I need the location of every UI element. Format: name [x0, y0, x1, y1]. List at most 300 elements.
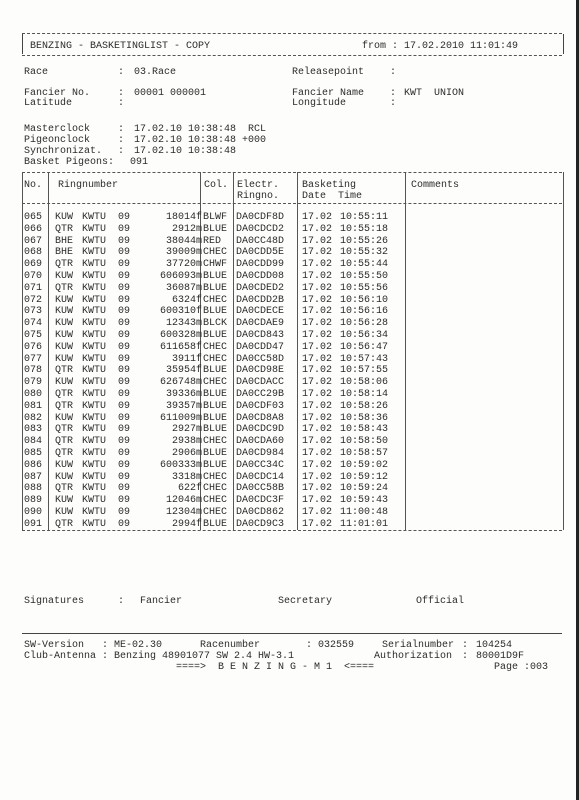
cell-date: 17.02	[302, 459, 333, 471]
header-no: No.	[24, 180, 43, 191]
cell-org: QTR	[55, 424, 74, 436]
table-row	[24, 271, 560, 283]
cell-ring: 626748m	[159, 377, 202, 389]
synchronizat-label: Synchronizat.	[24, 146, 103, 157]
cell-date: 17.02	[302, 318, 333, 330]
cell-time: 10:59:24	[340, 483, 389, 495]
cell-time: 10:58:36	[340, 412, 389, 424]
cell-time: 10:55:44	[340, 259, 389, 271]
cell-time: 10:55:56	[340, 282, 389, 294]
cell-club: KWTU	[82, 353, 107, 365]
table-bottom-rule	[22, 530, 562, 531]
cell-yr: 09	[118, 330, 131, 341]
header-ringnumber: Ringnumber	[58, 180, 119, 191]
cell-chip: DA0CDF03	[236, 400, 285, 412]
cell-ring: 611009m	[159, 412, 202, 424]
cell-ring: 3318m	[171, 471, 202, 483]
table-row	[24, 401, 560, 413]
cell-time: 10:59:02	[340, 459, 389, 471]
page-value: 003	[530, 662, 549, 673]
cell-yr: 09	[118, 389, 131, 400]
table-row	[24, 283, 560, 295]
cell-date: 17.02	[302, 212, 333, 223]
printed-from	[362, 41, 518, 52]
table-row	[24, 448, 560, 460]
cell-col: BLUE	[203, 448, 228, 459]
cell-yr: 09	[118, 271, 131, 282]
cell-club: KWTU	[82, 400, 107, 412]
table-row	[24, 460, 560, 472]
cell-club: KWTU	[82, 271, 107, 282]
cell-chip: DA0CDD99	[236, 259, 285, 271]
cell-chip: DA0CDD2B	[236, 294, 285, 306]
cell-time: 10:58:14	[340, 389, 389, 400]
cell-col: BLUE	[203, 518, 228, 530]
cell-club: KWTU	[82, 412, 107, 424]
cell-club: KWTU	[82, 341, 107, 353]
releasepoint-label: Releasepoint	[292, 67, 365, 78]
cell-org: QTR	[55, 436, 74, 448]
cell-ring: 2906m	[171, 448, 202, 459]
table-row	[24, 318, 560, 330]
basket-pigeons-value: 091	[130, 157, 149, 168]
cell-org: KUW	[55, 507, 74, 518]
cell-time: 11:00:48	[340, 507, 389, 518]
table-row	[24, 389, 560, 401]
race-label: Race	[24, 67, 49, 78]
cell-chip: DA0CDD08	[236, 271, 285, 282]
fancier-no-colon: :	[118, 88, 125, 99]
cell-org: QTR	[55, 448, 74, 459]
cell-col: BLUE	[203, 400, 228, 412]
table-row	[24, 295, 560, 307]
cell-no: 084	[24, 436, 43, 448]
cell-yr: 09	[118, 459, 131, 471]
cell-date: 17.02	[302, 412, 333, 424]
cell-org: QTR	[55, 400, 74, 412]
fancier-name-label: Fancier Name	[292, 88, 365, 99]
footer-rule	[22, 633, 562, 634]
page-number	[494, 662, 548, 673]
table-row	[24, 472, 560, 484]
cell-club: KWTU	[82, 459, 107, 471]
cell-ring: 12304m	[165, 507, 202, 518]
cell-org: BHE	[55, 235, 74, 247]
cell-col: BLUE	[203, 330, 228, 341]
cell-club: KWTU	[82, 448, 107, 459]
from-label: from :	[362, 41, 399, 52]
pigeonclock-value: 17.02.10 10:38:48 +000	[134, 135, 267, 146]
longitude-colon: :	[390, 98, 397, 109]
signature-secretary: Secretary	[278, 596, 333, 607]
cell-col: CHEC	[203, 495, 228, 507]
table-row	[24, 224, 560, 236]
signatures-colon: :	[118, 596, 125, 607]
cell-org: QTR	[55, 483, 74, 495]
cell-ring: 2927m	[171, 424, 202, 436]
cell-date: 17.02	[302, 448, 333, 459]
cell-yr: 09	[118, 341, 131, 353]
cell-org: QTR	[55, 365, 74, 377]
cell-chip: DA0CD98E	[236, 365, 285, 377]
table-row	[24, 306, 560, 318]
cell-ring: 36087m	[165, 282, 202, 294]
table-row	[24, 483, 560, 495]
cell-no: 090	[24, 507, 43, 518]
header-ringno: Ringno.	[237, 191, 280, 202]
cell-yr: 09	[118, 259, 131, 271]
cell-chip: DA0CD8A8	[236, 412, 285, 424]
masterclock-colon: :	[118, 124, 125, 135]
cell-time: 10:55:32	[340, 247, 389, 259]
cell-no: 076	[24, 341, 43, 353]
cell-no: 091	[24, 518, 43, 530]
cell-chip: DA0CDD47	[236, 341, 285, 353]
cell-club: KWTU	[82, 495, 107, 507]
cell-no: 071	[24, 282, 43, 294]
cell-col: BLUE	[203, 389, 228, 400]
sw-version-label: SW-Version	[24, 640, 85, 651]
cell-col: BLUE	[203, 424, 228, 436]
cell-club: KWTU	[82, 471, 107, 483]
cell-col: CHEC	[203, 471, 228, 483]
cell-time: 10:59:12	[340, 471, 389, 483]
cell-chip: DA0CC29B	[236, 389, 285, 400]
cell-yr: 09	[118, 424, 131, 436]
cell-col: CHEC	[203, 247, 228, 259]
race-colon: :	[118, 67, 125, 78]
serialnumber-value: 104254	[476, 640, 513, 651]
cell-org: QTR	[55, 223, 74, 235]
cell-date: 17.02	[302, 282, 333, 294]
cell-ring: 2912m	[171, 223, 202, 235]
cell-org: KUW	[55, 471, 74, 483]
synchronizat-colon: :	[118, 146, 125, 157]
cell-club: KWTU	[82, 306, 107, 318]
cell-col: BLUE	[203, 271, 228, 282]
cell-chip: DA0CDD5E	[236, 247, 285, 259]
fancier-no-label: Fancier No.	[24, 88, 91, 99]
table-row	[24, 519, 560, 531]
cell-time: 10:55:26	[340, 235, 389, 247]
cell-club: KWTU	[82, 389, 107, 400]
cell-org: KUW	[55, 306, 74, 318]
cell-yr: 09	[118, 353, 131, 365]
cell-chip: DA0CD9C3	[236, 518, 285, 530]
cell-col: CHEC	[203, 507, 228, 518]
cell-ring: 12046m	[165, 495, 202, 507]
cell-date: 17.02	[302, 235, 333, 247]
cell-chip: DA0CC58B	[236, 483, 285, 495]
cell-col: BLUE	[203, 282, 228, 294]
cell-no: 065	[24, 212, 43, 223]
header-comments: Comments	[411, 180, 460, 191]
table-row	[24, 247, 560, 259]
cell-chip: DA0CD843	[236, 330, 285, 341]
cell-yr: 09	[118, 377, 131, 389]
cell-time: 10:57:43	[340, 353, 389, 365]
cell-club: KWTU	[82, 318, 107, 330]
cell-date: 17.02	[302, 507, 333, 518]
cell-ring: 611658f	[159, 341, 202, 353]
releasepoint-colon: :	[390, 67, 397, 78]
cell-date: 17.02	[302, 247, 333, 259]
cell-org: KUW	[55, 341, 74, 353]
cell-yr: 09	[118, 483, 131, 495]
cell-col: BLCK	[203, 318, 228, 330]
cell-org: KUW	[55, 330, 74, 341]
cell-chip: DA0CDAE9	[236, 318, 285, 330]
table-row	[24, 424, 560, 436]
cell-col: RED	[203, 235, 222, 247]
cell-no: 088	[24, 483, 43, 495]
cell-yr: 09	[118, 306, 131, 318]
cell-col: CHEC	[203, 436, 228, 448]
cell-time: 10:58:06	[340, 377, 389, 389]
cell-time: 10:58:26	[340, 400, 389, 412]
cell-date: 17.02	[302, 400, 333, 412]
cell-col: CHEC	[203, 294, 228, 306]
cell-no: 074	[24, 318, 43, 330]
cell-yr: 09	[118, 507, 131, 518]
cell-club: KWTU	[82, 483, 107, 495]
cell-chip: DA0CC48D	[236, 235, 285, 247]
cell-org: QTR	[55, 259, 74, 271]
cell-no: 066	[24, 223, 43, 235]
cell-yr: 09	[118, 518, 131, 530]
cell-org: QTR	[55, 389, 74, 400]
cell-no: 082	[24, 412, 43, 424]
cell-col: BLUE	[203, 365, 228, 377]
cell-club: KWTU	[82, 212, 107, 223]
cell-date: 17.02	[302, 436, 333, 448]
cell-no: 080	[24, 389, 43, 400]
table-header-rule	[22, 203, 562, 204]
header-electr: Electr.	[237, 180, 280, 191]
cell-org: KUW	[55, 459, 74, 471]
table-row	[24, 436, 560, 448]
cell-no: 085	[24, 448, 43, 459]
cell-no: 078	[24, 365, 43, 377]
cell-club: KWTU	[82, 518, 107, 530]
cell-no: 086	[24, 459, 43, 471]
cell-club: KWTU	[82, 282, 107, 294]
document-title: BENZING - BASKETINGLIST - COPY	[30, 41, 211, 52]
signatures-label: Signatures	[24, 596, 85, 607]
table-row	[24, 495, 560, 507]
sw-version-colon: :	[102, 640, 109, 651]
club-antenna-label: Club-Antenna	[24, 651, 97, 662]
cell-org: BHE	[55, 247, 74, 259]
cell-no: 089	[24, 495, 43, 507]
table-row	[24, 342, 560, 354]
cell-chip: DA0CDCD2	[236, 223, 285, 235]
cell-ring: 3911f	[171, 353, 202, 365]
cell-time: 10:58:50	[340, 436, 389, 448]
cell-chip: DA0CDF8D	[236, 212, 285, 223]
cell-time: 10:55:50	[340, 271, 389, 282]
cell-ring: 600333m	[159, 459, 202, 471]
table-row	[24, 377, 560, 389]
cell-yr: 09	[118, 318, 131, 330]
synchronizat-value: 17.02.10 10:38:48	[134, 146, 237, 157]
latitude-colon: :	[118, 98, 125, 109]
club-antenna-value: Benzing 48901077 SW 2.4 HW-3.1	[114, 651, 295, 662]
cell-org: KUW	[55, 212, 74, 223]
cell-org: QTR	[55, 282, 74, 294]
cell-time: 10:58:57	[340, 448, 389, 459]
cell-date: 17.02	[302, 518, 333, 530]
cell-date: 17.02	[302, 294, 333, 306]
cell-ring: 2938m	[171, 436, 202, 448]
fancier-no-value: 00001 000001	[134, 88, 207, 99]
authorization-value: 80001D9F	[476, 651, 525, 662]
cell-ring: 39009m	[165, 247, 202, 259]
authorization-label: Authorization	[374, 651, 453, 662]
cell-chip: DA0CD862	[236, 507, 285, 518]
cell-time: 10:56:16	[340, 306, 389, 318]
cell-date: 17.02	[302, 389, 333, 400]
cell-no: 087	[24, 471, 43, 483]
cell-col: BLUE	[203, 306, 228, 318]
cell-club: KWTU	[82, 294, 107, 306]
cell-ring: 35954f	[165, 365, 202, 377]
cell-date: 17.02	[302, 495, 333, 507]
table-row	[24, 330, 560, 342]
cell-ring: 38044m	[165, 235, 202, 247]
cell-chip: DA0CDA60	[236, 436, 285, 448]
cell-time: 10:59:43	[340, 495, 389, 507]
cell-col: BLUE	[203, 412, 228, 424]
pigeonclock-label: Pigeonclock	[24, 135, 91, 146]
pigeonclock-colon: :	[118, 135, 125, 146]
cell-chip: DA0CDC3F	[236, 495, 285, 507]
cell-time: 10:55:18	[340, 223, 389, 235]
cell-col: CHEC	[203, 377, 228, 389]
masterclock-value: 17.02.10 10:38:48 RCL	[134, 124, 267, 135]
header-col: Col.	[204, 180, 229, 191]
cell-yr: 09	[118, 235, 131, 247]
table-row	[24, 413, 560, 425]
header-bottom-rule	[22, 55, 562, 56]
cell-date: 17.02	[302, 365, 333, 377]
cell-col: BLWF	[203, 212, 228, 223]
cell-no: 070	[24, 271, 43, 282]
cell-date: 17.02	[302, 223, 333, 235]
cell-yr: 09	[118, 412, 131, 424]
cell-col: BLUE	[203, 223, 228, 235]
cell-time: 10:57:55	[340, 365, 389, 377]
cell-chip: DA0CC34C	[236, 459, 285, 471]
basket-pigeons-label: Basket Pigeons:	[24, 157, 115, 168]
table-row	[24, 507, 560, 519]
cell-org: KUW	[55, 271, 74, 282]
cell-ring: 606093m	[159, 271, 202, 282]
cell-no: 069	[24, 259, 43, 271]
cell-time: 10:58:43	[340, 424, 389, 436]
cell-date: 17.02	[302, 306, 333, 318]
cell-date: 17.02	[302, 353, 333, 365]
racenumber-colon: :	[306, 640, 313, 651]
from-datetime: 17.02.2010 11:01:49	[404, 41, 519, 52]
cell-club: KWTU	[82, 235, 107, 247]
cell-yr: 09	[118, 471, 131, 483]
cell-ring: 39336m	[165, 389, 202, 400]
longitude-label: Longitude	[292, 98, 347, 109]
cell-date: 17.02	[302, 483, 333, 495]
latitude-label: Latitude	[24, 98, 73, 109]
serialnumber-label: Serialnumber	[382, 640, 455, 651]
cell-no: 067	[24, 235, 43, 247]
cell-org: KUW	[55, 294, 74, 306]
cell-time: 10:56:34	[340, 330, 389, 341]
table-row	[24, 259, 560, 271]
cell-club: KWTU	[82, 507, 107, 518]
cell-col: CHEC	[203, 353, 228, 365]
table-row	[24, 365, 560, 377]
cell-org: KUW	[55, 318, 74, 330]
race-value: 03.Race	[134, 67, 177, 78]
cell-chip: DA0CDC14	[236, 471, 285, 483]
cell-yr: 09	[118, 365, 131, 377]
brand-line: ====> B E N Z I N G - M 1 <====	[176, 662, 375, 673]
cell-ring: 622f	[177, 483, 202, 495]
cell-chip: DA0CD984	[236, 448, 285, 459]
cell-date: 17.02	[302, 377, 333, 389]
cell-ring: 18014f	[165, 212, 202, 223]
header-basketing: Basketing	[302, 180, 357, 191]
cell-chip: DA0CDED2	[236, 282, 285, 294]
cell-ring: 2994f	[171, 518, 202, 530]
cell-no: 079	[24, 377, 43, 389]
cell-org: KUW	[55, 495, 74, 507]
cell-yr: 09	[118, 282, 131, 294]
cell-time: 10:56:47	[340, 341, 389, 353]
cell-club: KWTU	[82, 377, 107, 389]
authorization-colon: :	[462, 651, 469, 662]
cell-yr: 09	[118, 247, 131, 259]
cell-ring: 12343m	[165, 318, 202, 330]
cell-yr: 09	[118, 495, 131, 507]
cell-club: KWTU	[82, 330, 107, 341]
cell-no: 081	[24, 400, 43, 412]
cell-ring: 39357m	[165, 400, 202, 412]
cell-ring: 37720m	[165, 259, 202, 271]
cell-ring: 600310f	[159, 306, 202, 318]
cell-org: KUW	[55, 353, 74, 365]
sw-version-value: ME-02.30	[114, 640, 163, 651]
cell-no: 083	[24, 424, 43, 436]
fancier-name-colon: :	[390, 88, 397, 99]
cell-date: 17.02	[302, 259, 333, 271]
signature-official: Official	[416, 596, 465, 607]
cell-chip: DA0CDACC	[236, 377, 285, 389]
cell-date: 17.02	[302, 471, 333, 483]
cell-col: CHEC	[203, 341, 228, 353]
cell-org: KUW	[55, 377, 74, 389]
cell-time: 11:01:01	[340, 518, 389, 530]
signature-fancier: Fancier	[140, 596, 183, 607]
cell-col: CHEC	[203, 483, 228, 495]
racenumber-value: 032559	[318, 640, 355, 651]
cell-no: 077	[24, 353, 43, 365]
cell-no: 068	[24, 247, 43, 259]
cell-club: KWTU	[82, 259, 107, 271]
cell-yr: 09	[118, 448, 131, 459]
cell-chip: DA0CDECE	[236, 306, 285, 318]
table-row	[24, 212, 560, 224]
cell-club: KWTU	[82, 223, 107, 235]
